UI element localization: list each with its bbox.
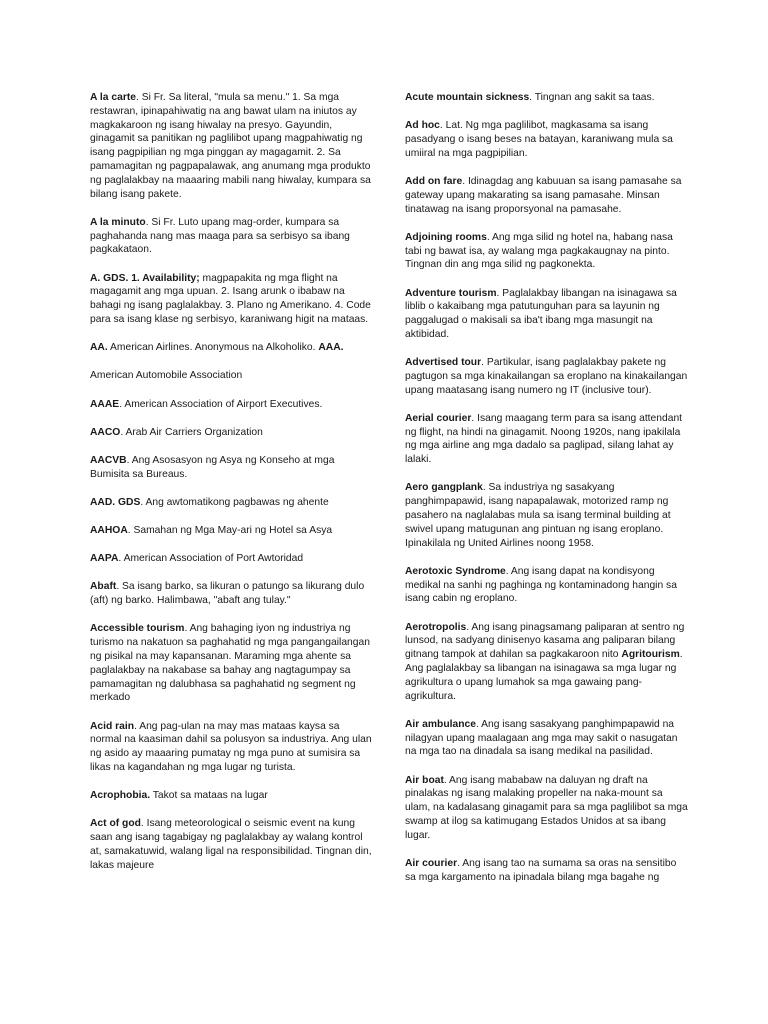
entry-definition: . Arab Air Carriers Organization	[120, 426, 263, 438]
entry-term: Advertised tour	[405, 357, 482, 369]
glossary-entry	[90, 216, 373, 257]
entry-term: Aero gangplank	[405, 482, 483, 494]
entry-definition: Takot sa mataas na lugar	[150, 790, 268, 802]
entry-term: Adventure tourism	[405, 287, 497, 299]
entry-definition: . Ang isang mababaw na daluyan ng draft na pinalakas ng isang malaking propeller na naka-mount sa ulam, na kadalasang ginagamit para sa mga paglilibot sa mga swamp at ilog sa katimugang Estados Unidos at sa ibang lugar.	[405, 774, 688, 841]
entry-term: Act of god	[90, 818, 141, 830]
entry-definition: . Ang pag-ulan na may mas mataas kaysa sa normal na kaasiman dahil sa polusyon sa industriya. Ang ulan ng asido ay maaaring pumatay ng mga puno at sumisira sa likas na kagandahan ng mga lugar ng turista.	[90, 720, 372, 773]
entry-term: Aerotoxic Syndrome	[405, 565, 506, 577]
glossary-entry	[90, 580, 373, 608]
entry-term: AAA.	[318, 342, 344, 354]
right-column	[405, 91, 688, 899]
entry-term: Air ambulance	[405, 718, 476, 730]
entry-definition: . Sa industriya ng sasakyang panghimpapawid, isang napapalawak, motorized ramp ng pasahero na naglalabas mula sa isang terminal building at swivel upang matugunan ang pintuan ng isang eroplano. Ipinakilala ng United Airlines noong 1958.	[405, 482, 671, 549]
entry-definition: magpapakita ng mga flight na magagamit ang mga upuan. 2. Isang arunk o ibabaw na bahagi ng isang paglalakbay. 3. Plano ng Amerikano. 4. Code para sa isang klase ng serbisyo, karaniwang higit na mataas.	[90, 272, 371, 325]
entry-definition: . Ang mga silid ng hotel na, habang nasa tabi ng bawat isa, ay walang mga pagkakaugnay na pinto. Tingnan din ang mga silid ng pagkonekta.	[405, 231, 673, 271]
entry-definition: . Ang isang pinagsamang paliparan at sentro ng lunsod, na sadyang dinisenyo kasama ang paliparan bilang gitnang tampok at dahilan sa pagkakaroon nito	[405, 621, 685, 661]
glossary-entry	[90, 369, 373, 383]
glossary-entry	[90, 272, 373, 327]
glossary-entry	[90, 91, 373, 201]
entry-term: Air boat	[405, 774, 444, 786]
entry-definition: . Ang awtomatikong pagbawas ng ahente	[140, 496, 329, 508]
glossary-entry	[405, 621, 688, 704]
entry-definition: . Idinagdag ang kabuuan sa isang pamasahe sa gateway upang makarating sa isang pamasahe. Minsan tinatawag na isang proporsyonal na pamasahe.	[405, 175, 682, 215]
glossary-entry	[405, 91, 688, 105]
entry-definition: American Airlines. Anonymous na Alkoholiko.	[107, 342, 319, 354]
entry-term: Aerotropolis	[405, 621, 467, 633]
entry-definition: . American Association of Port Awtoridad	[118, 553, 304, 565]
entry-term: Adjoining rooms	[405, 231, 487, 243]
entry-term: AACVB	[90, 454, 127, 466]
entry-definition: . Si Fr. Sa literal, "mula sa menu." 1. Sa mga restawran, ipinapahiwatig na ang bawat ulam na iniutos ay magkakaroon ng isang hiwalay na presyo. Gayundin, ginagamit sa panitikan ng paglilibot upang magpahiwatig ng isang pagpipilian ng mga pinggan ay magagamit. 2. Sa pamamagitan ng pagpapalawak, ang anumang mga produkto ng paglalakbay na maaaring mabili nang hiwalay, kumpara sa bilang isang pakete.	[90, 92, 371, 200]
glossary-entry	[405, 356, 688, 397]
entry-term: Aerial courier	[405, 412, 472, 424]
glossary-entry	[90, 789, 373, 803]
entry-term: A la carte	[90, 92, 136, 103]
entry-term: Acute mountain sickness	[405, 92, 530, 103]
entry-term: AACO	[90, 426, 121, 438]
entry-definition: . Partikular, isang paglalakbay pakete ng pagtugon sa mga kinakailangan sa eroplano na kinakailangan upang maatasang isang numero ng IT (inclusive tour).	[405, 357, 688, 396]
glossary-entry	[90, 622, 373, 705]
glossary-entry	[405, 774, 688, 843]
left-column	[90, 91, 373, 887]
entry-definition: . Ang isang sasakyang panghimpapawid na nilagyan upang maalagaan ang mga may sakit o nasugatan na mga tao na dinadala sa isang medikal na pasilidad.	[405, 718, 678, 758]
entry-term: Ad hoc	[405, 120, 440, 132]
entry-definition: . Ang isang tao na sumama sa oras na sensitibo sa mga kargamento na ipinadala bilang mga bagahe ng	[405, 857, 677, 883]
glossary-entry	[405, 231, 688, 272]
entry-term: Acid rain	[90, 720, 135, 732]
entry-definition: . Ang paglalakbay sa libangan na isinagawa sa mga lugar ng agrikultura o upang lumahok sa mga gawaing pang-agrikultura.	[405, 649, 683, 702]
entry-term: AAPA	[90, 553, 119, 565]
entry-term: A la minuto	[90, 216, 146, 228]
entry-term: AAD. GDS	[90, 496, 141, 508]
entry-term: Agritourism	[621, 649, 680, 661]
entry-term: AAHOA	[90, 525, 128, 537]
entry-definition: . Isang maagang term para sa isang attendant ng flight, na hindi na ginagamit. Noong 1920s, nang ipakilala ng mga airline ang mga dadalo sa paglipad, silang lahat ay lalaki.	[405, 412, 683, 466]
glossary-entry	[90, 524, 373, 538]
glossary-entry	[405, 175, 688, 216]
glossary-entry	[405, 857, 688, 885]
glossary-entry	[90, 454, 373, 482]
entry-definition: . Lat. Ng mga paglilibot, magkasama sa isang pasadyang o isang beses na batayan, karaniwang mula sa umiiral na mga pagpipilian.	[405, 120, 673, 159]
entry-definition: . Ang Asosasyon ng Asya ng Konseho at mga Bumisita sa Bureaus.	[90, 454, 335, 480]
glossary-entry	[405, 287, 688, 342]
entry-definition: . American Association of Airport Executives.	[119, 398, 323, 410]
entry-term: AAAE	[90, 398, 120, 410]
entry-definition: . Paglalakbay libangan na isinagawa sa liblib o kakaibang mga patutunguhan para sa layunin ng paggalugad o makisali sa iba't ibang mga masungit na aktibidad.	[405, 287, 677, 340]
entry-definition: . Ang bahaging iyon ng industriya ng turismo na nakatuon sa paghahatid ng mga pangangailangan ng pisikal na may kapansanan. Maraming mga ahente sa paglalakbay na nakabase sa bahay ang nagtagumpay sa pamamagitan ng dalubhasa sa paghahatid ng segment ng merkado	[90, 623, 370, 704]
glossary-entry	[405, 119, 688, 160]
glossary-entry	[90, 817, 373, 872]
glossary-entry	[90, 720, 373, 775]
glossary-entry	[405, 481, 688, 550]
glossary-entry	[405, 412, 688, 467]
entry-term: Abaft	[90, 581, 117, 593]
glossary-entry	[405, 565, 688, 606]
entry-term: Accessible tourism	[90, 623, 185, 635]
glossary-entry	[90, 426, 373, 440]
entry-definition: . Si Fr. Luto upang mag-order, kumpara sa paghahanda nang mas maaga para sa serbisyo sa ibang pagkakataon.	[90, 216, 350, 256]
entry-term: Acrophobia.	[90, 790, 151, 802]
entry-term: A. GDS. 1. Availability;	[90, 272, 200, 284]
glossary-entry	[90, 341, 373, 355]
entry-definition: . Ang isang dapat na kondisyong medikal na sanhi ng paghinga ng kontaminadong hangin sa isang cabin ng eroplano.	[405, 565, 677, 605]
glossary-entry	[90, 496, 373, 510]
entry-definition: . Tingnan ang sakit sa taas.	[529, 92, 655, 103]
entry-definition: . Sa isang barko, sa likuran o patungo sa likurang dulo (aft) ng barko. Halimbawa, "abaft ang tulay."	[90, 581, 365, 607]
entry-definition: American Automobile Association	[90, 370, 243, 382]
glossary-entry	[90, 552, 373, 566]
entry-definition: . Samahan ng Mga May-ari ng Hotel sa Asya	[127, 525, 333, 537]
entry-definition: . Isang meteorological o seismic event na kung saan ang isang tagabigay ng paglalakbay ay walang kontrol at, samakatuwid, walang ligal na responsibilidad. Tingnan din, lakas majeure	[90, 818, 372, 871]
entry-term: Air courier	[405, 857, 458, 869]
entry-term: Add on fare	[405, 175, 463, 187]
glossary-entry	[405, 718, 688, 759]
glossary-entry	[90, 398, 373, 412]
entry-term: AA.	[90, 342, 108, 354]
